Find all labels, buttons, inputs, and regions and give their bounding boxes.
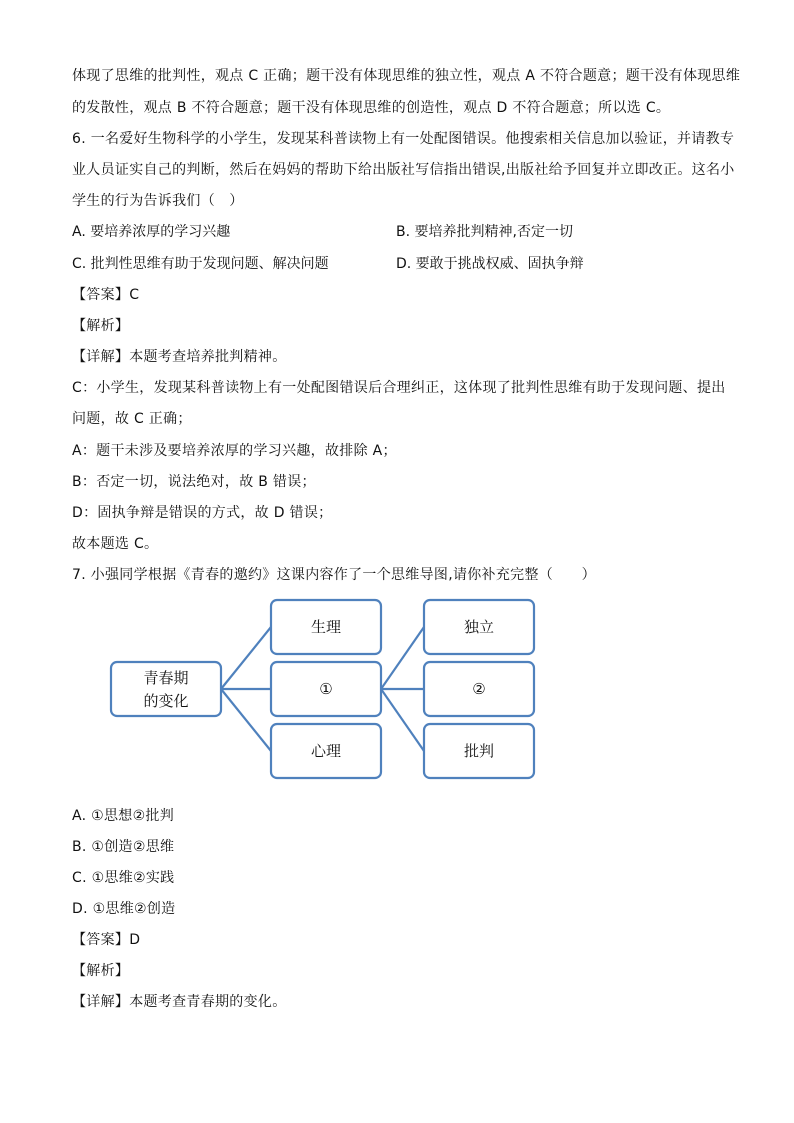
root-label-line-1: 青春期 bbox=[143, 669, 189, 687]
q7-option-a: A. ①思想②批判 bbox=[72, 808, 175, 824]
q6-detail: 【详解】本题考查培养批判精神。 bbox=[72, 349, 287, 365]
q6-stem-line-3: 学生的行为告诉我们（ ） bbox=[72, 193, 244, 209]
q7-analysis-heading: 【解析】 bbox=[72, 963, 130, 979]
q6-analysis-heading: 【解析】 bbox=[72, 318, 130, 334]
q6-explain-a: A：题干未涉及要培养浓厚的学习兴趣，故排除 A； bbox=[72, 443, 397, 459]
q7-option-b: B. ①创造②思维 bbox=[72, 839, 175, 855]
q6-stem-line-2: 业人员证实自己的判断，然后在妈妈的帮助下给出版社写信指出错误,出版社给予回复并立即改正。这名小 bbox=[72, 162, 735, 178]
q6-stem-line-1: 6. 一名爱好生物科学的小学生，发现某科普读物上有一处配图错误。他搜索相关信息加以验证，并请教专 bbox=[72, 131, 735, 147]
q6-explain-d: D：固执争辩是错误的方式，故 D 错误； bbox=[72, 505, 333, 521]
q6-conclusion: 故本题选 C。 bbox=[72, 536, 159, 552]
right-top-label: 独立 bbox=[463, 618, 495, 636]
q6-explain-line-1: C：小学生，发现某科普读物上有一处配图错误后合理纠正，这体现了批判性思维有助于发现问题、提出 bbox=[72, 380, 726, 396]
q6-option-b: B. 要培养批判精神,否定一切 bbox=[396, 224, 573, 240]
q7-stem: 7. 小强同学根据《青春的邀约》这课内容作了一个思维导图,请你补充完整（ ） bbox=[72, 567, 596, 583]
q6-explain-line-2: 问题，故 C 正确； bbox=[72, 411, 192, 427]
mid-bottom-label: 心理 bbox=[310, 742, 342, 760]
root-label-line-2: 的变化 bbox=[143, 692, 189, 710]
right-bottom-label: 批判 bbox=[463, 742, 495, 760]
q7-detail: 【详解】本题考查青春期的变化。 bbox=[72, 994, 287, 1010]
q6-option-d: D. 要敢于挑战权威、固执争辩 bbox=[396, 256, 584, 272]
q7-option-c: C. ①思维②实践 bbox=[72, 870, 175, 886]
mind-map-diagram bbox=[0, 590, 794, 790]
q7-answer: 【答案】D bbox=[72, 932, 141, 948]
mid-center-label: ① bbox=[319, 680, 333, 698]
q6-option-a: A. 要培养浓厚的学习兴趣 bbox=[72, 224, 231, 240]
mid-top-label: 生理 bbox=[310, 618, 342, 636]
intro-line-1: 体现了思维的批判性，观点 C 正确；题干没有体现思维的独立性，观点 A 不符合题意；题干没有体现思维 bbox=[72, 68, 741, 84]
intro-line-2: 的发散性，观点 B 不符合题意；题干没有体现思维的创造性，观点 D 不符合题意；所以选 C。 bbox=[72, 100, 671, 116]
q6-explain-b: B：否定一切，说法绝对，故 B 错误； bbox=[72, 474, 316, 490]
q6-answer: 【答案】C bbox=[72, 287, 140, 303]
q6-option-c: C. 批判性思维有助于发现问题、解决问题 bbox=[72, 256, 329, 272]
q7-option-d: D. ①思维②创造 bbox=[72, 901, 176, 917]
right-center-label: ② bbox=[472, 680, 486, 698]
